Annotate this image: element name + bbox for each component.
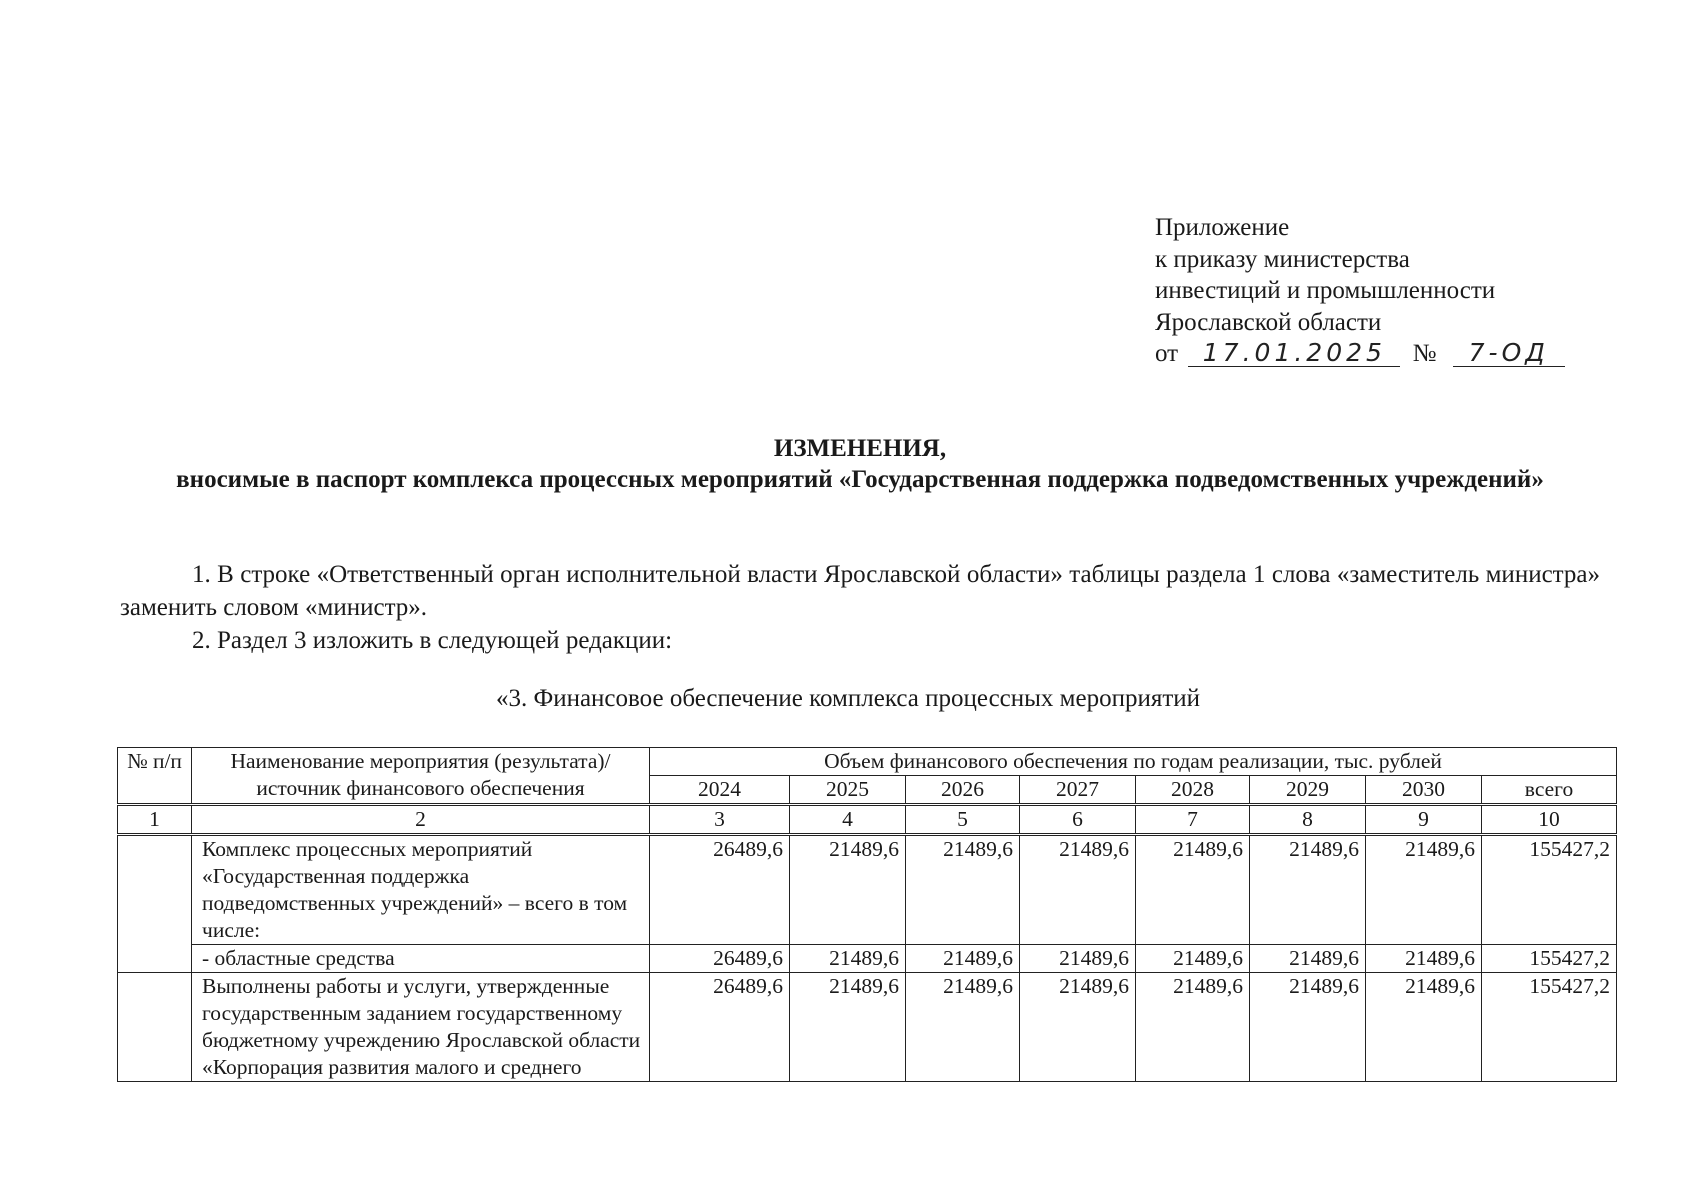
appendix-date-number-row <box>1155 338 1565 370</box>
value-cell: 21489,6 <box>1366 973 1482 1082</box>
header-name: Наименование мероприятия (результата)/ источник финансового обеспечения <box>192 748 650 805</box>
value-cell: 21489,6 <box>1366 945 1482 973</box>
table-row <box>118 835 1617 945</box>
value-cell: 21489,6 <box>1020 973 1136 1082</box>
column-number-cell: 1 <box>118 805 192 835</box>
value-cell: 155427,2 <box>1482 945 1617 973</box>
year-cell: всего <box>1482 776 1617 805</box>
row-num-cell <box>118 835 192 973</box>
year-cell: 2027 <box>1020 776 1136 805</box>
row-name-cell: Комплекс процессных мероприятий «Государственная поддержка подведомственных учреждений» – всего в том числе: <box>192 835 650 945</box>
value-cell: 21489,6 <box>1250 945 1366 973</box>
year-cell: 2030 <box>1366 776 1482 805</box>
column-number-cell: 10 <box>1482 805 1617 835</box>
header-num: № п/п <box>118 748 192 805</box>
document-title: ИЗМЕНЕНИЯ, <box>773 435 947 462</box>
column-number-cell: 5 <box>906 805 1020 835</box>
column-number-cell: 7 <box>1136 805 1250 835</box>
from-label: от <box>1155 340 1179 367</box>
value-cell: 21489,6 <box>1136 835 1250 945</box>
financing-table <box>117 747 1617 1082</box>
value-cell: 21489,6 <box>790 835 906 945</box>
year-cell: 2026 <box>906 776 1020 805</box>
value-cell: 155427,2 <box>1482 835 1617 945</box>
value-cell: 21489,6 <box>1250 835 1366 945</box>
table-row <box>118 973 1617 1082</box>
value-cell: 21489,6 <box>906 945 1020 973</box>
column-number-cell: 8 <box>1250 805 1366 835</box>
handwritten-date: 17.01.2025 <box>1188 340 1400 367</box>
table-header-row <box>118 748 1617 776</box>
value-cell: 26489,6 <box>650 945 790 973</box>
value-cell: 21489,6 <box>1136 945 1250 973</box>
paragraph-2: 2. Раздел 3 изложить в следующей редакции: <box>192 627 673 654</box>
section-title: «3. Финансовое обеспечение комплекса процессных мероприятий <box>495 685 1201 712</box>
header-volume: Объем финансового обеспечения по годам реализации, тыс. рублей <box>650 748 1617 776</box>
value-cell: 21489,6 <box>1366 835 1482 945</box>
handwritten-number: 7-ОД <box>1453 340 1565 367</box>
value-cell: 21489,6 <box>790 973 906 1082</box>
column-number-cell: 6 <box>1020 805 1136 835</box>
year-cell: 2025 <box>790 776 906 805</box>
appendix-line-4: Ярославской области <box>1155 308 1382 336</box>
number-label: № <box>1412 340 1437 367</box>
paragraph-1: 1. В строке «Ответственный орган исполнительной власти Ярославской области» таблицы раздела 1 слова «заместитель министра» заменить словом «министр». <box>120 561 1600 621</box>
column-number-cell: 2 <box>192 805 650 835</box>
appendix-block <box>1155 212 1565 370</box>
row-name-cell: Выполнены работы и услуги, утвержденные государственным заданием государственному бюджетному учреждению Ярославской области «Корпорация развития малого и среднего <box>192 973 650 1082</box>
value-cell: 21489,6 <box>906 973 1020 1082</box>
column-number-cell: 3 <box>650 805 790 835</box>
value-cell: 26489,6 <box>650 973 790 1082</box>
value-cell: 21489,6 <box>790 945 906 973</box>
value-cell: 21489,6 <box>1136 973 1250 1082</box>
value-cell: 21489,6 <box>906 835 1020 945</box>
year-cell: 2028 <box>1136 776 1250 805</box>
table-row <box>118 945 1617 973</box>
column-number-cell: 9 <box>1366 805 1482 835</box>
appendix-line-2: к приказу министерства <box>1155 245 1410 273</box>
row-name-cell: - областные средства <box>192 945 650 973</box>
value-cell: 26489,6 <box>650 835 790 945</box>
year-cell: 2029 <box>1250 776 1366 805</box>
value-cell: 21489,6 <box>1250 973 1366 1082</box>
year-cell: 2024 <box>650 776 790 805</box>
appendix-line-1: Приложение <box>1155 214 1290 241</box>
appendix-line-3: инвестиций и промышленности <box>1155 277 1496 304</box>
table-column-numbers-row <box>118 805 1617 835</box>
row-num-cell <box>118 973 192 1082</box>
value-cell: 155427,2 <box>1482 973 1617 1082</box>
value-cell: 21489,6 <box>1020 945 1136 973</box>
value-cell: 21489,6 <box>1020 835 1136 945</box>
column-number-cell: 4 <box>790 805 906 835</box>
document-subtitle: вносимые в паспорт комплекса процессных мероприятий «Государственная поддержка подведомственных учреждений» <box>176 466 1544 493</box>
